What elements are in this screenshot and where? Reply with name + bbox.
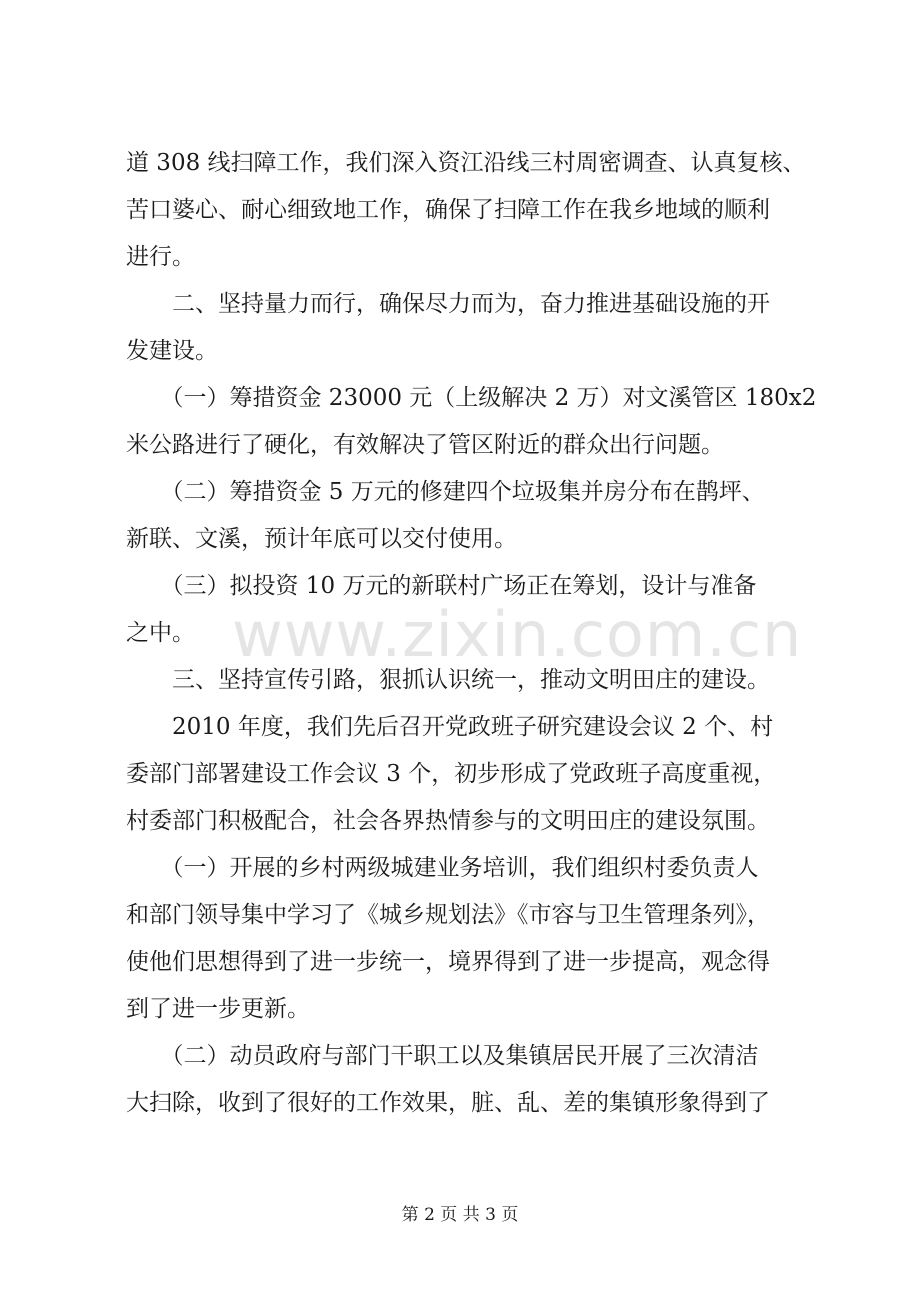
text-line: （二）筹措资金 5 万元的修建四个垃圾集并房分布在鹊坪、 [126, 479, 765, 505]
text-line: 道 308 线扫障工作，我们深入资江沿线三村周密调查、认真复核、 [126, 150, 806, 176]
text-line: 进行。 [126, 244, 195, 270]
watermark: www.zixin.com.cn [232, 598, 803, 671]
text-line: 三、坚持宣传引路，狠抓认识统一，推动文明田庄的建设。 [126, 667, 770, 693]
text-line: 委部门部署建设工作会议 3 个，初步形成了党政班子高度重视， [126, 761, 777, 787]
text-line: 村委部门积极配合，社会各界热情参与的文明田庄的建设氛围。 [126, 808, 770, 834]
text-line: 二、坚持量力而行，确保尽力而为，奋力推进基础设施的开 [126, 291, 770, 317]
text-line: 使他们思想得到了进一步统一，境界得到了进一步提高，观念得 [126, 949, 770, 975]
page-footer: 第 2 页 共 3 页 [401, 1205, 519, 1225]
text-line: 2010 年度，我们先后召开党政班子研究建设会议 2 个、村 [126, 714, 774, 740]
text-line: 到了进一步更新。 [126, 996, 310, 1022]
text-line: （一）开展的乡村两级城建业务培训，我们组织村委负责人 [126, 855, 759, 881]
text-line: （一）筹措资金 23000 元（上级解决 2 万）对文溪管区 180x2 [126, 385, 817, 411]
text-line: 新联、文溪，预计年底可以交付使用。 [126, 526, 517, 552]
text-line: （三）拟投资 10 万元的新联村广场正在筹划，设计与准备 [126, 573, 757, 599]
text-line: （二）动员政府与部门干职工以及集镇居民开展了三次清洁 [126, 1043, 759, 1069]
text-line: 和部门领导集中学习了《城乡规划法》《市容与卫生管理条列》， [126, 902, 770, 928]
text-line: 大扫除，收到了很好的工作效果，脏、乱、差的集镇形象得到了 [126, 1090, 770, 1116]
text-line: 发建设。 [126, 338, 218, 364]
text-line: 苦口婆心、耐心细致地工作，确保了扫障工作在我乡地域的顺利 [126, 197, 770, 223]
text-line: 之中。 [126, 620, 195, 646]
text-line: 米公路进行了硬化，有效解决了管区附近的群众出行问题。 [126, 432, 724, 458]
